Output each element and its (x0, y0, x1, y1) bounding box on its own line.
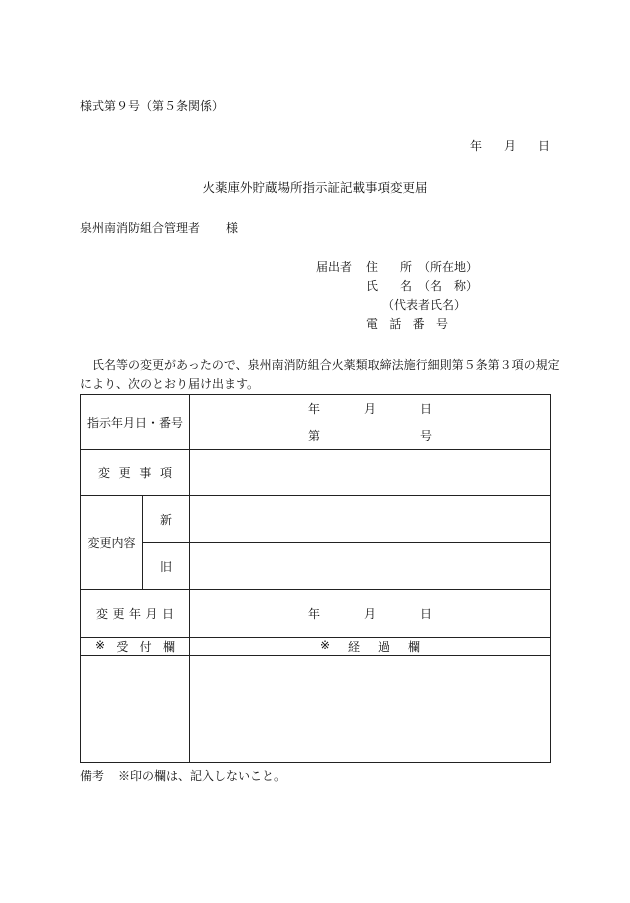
old-value-cell[interactable] (190, 543, 551, 590)
form-number: 様式第９号（第５条関係） (80, 99, 225, 113)
date-year: 年 (470, 139, 483, 153)
intro-line-2: により、次のとおり届け出ます。 (80, 377, 260, 391)
change-date-row: 年 月 日 (308, 607, 432, 621)
remarks (80, 767, 286, 784)
progress-header-cell: ※ 経 過 欄 (190, 638, 551, 656)
change-item-value-cell[interactable] (190, 450, 551, 496)
remarks-label: 備考 (80, 769, 105, 783)
new-label-cell: 新 (143, 496, 190, 543)
addressee-honorific: 様 (226, 221, 239, 235)
intro-line-1: 氏名等の変更があったので、泉州南消防組合火薬類取締法施行細則第５条第３項の規定 (92, 358, 560, 372)
notifier-block (316, 258, 478, 334)
date-day: 日 (537, 139, 550, 153)
new-value-cell[interactable] (190, 496, 551, 543)
change-item-label-cell: 変 更 事 項 (81, 450, 190, 496)
change-date-value-cell (190, 590, 551, 638)
instruction-date-row: 年 月 日 (308, 402, 432, 416)
notifier-label: 届出者 (316, 260, 353, 274)
instruction-value-cell (190, 395, 551, 450)
remarks-text: ※印の欄は、記入しないこと。 (118, 769, 287, 783)
intro-text (80, 356, 560, 394)
date-month: 月 (503, 139, 516, 153)
addressee (80, 219, 238, 236)
notifier-name-label: 氏 名 (366, 279, 412, 293)
change-table (80, 394, 551, 763)
instruction-label-cell: 指示年月日・番号 (81, 395, 190, 450)
reception-header-cell: ※ 受 付 欄 (81, 638, 190, 656)
change-content-label-cell: 変更内容 (81, 496, 143, 590)
notifier-phone-label: 電 話 番 号 (366, 317, 448, 331)
change-date-label-cell: 変 更 年 月 日 (81, 590, 190, 638)
notifier-address-label: 住 所 (366, 260, 412, 274)
document-title: 火薬庫外貯蔵場所指示証記載事項変更届 (202, 180, 428, 195)
notifier-representative: （代表者氏名） (382, 298, 467, 312)
addressee-name: 泉州南消防組合管理者 (80, 221, 201, 235)
progress-value-cell (190, 656, 551, 763)
notifier-address-paren: （所在地） (418, 260, 479, 274)
instruction-number-row: 第 号 (308, 429, 433, 443)
old-label-cell: 旧 (143, 543, 190, 590)
notifier-name-paren: （名 称） (418, 279, 479, 293)
submission-date (470, 137, 550, 154)
reception-value-cell (81, 656, 190, 763)
